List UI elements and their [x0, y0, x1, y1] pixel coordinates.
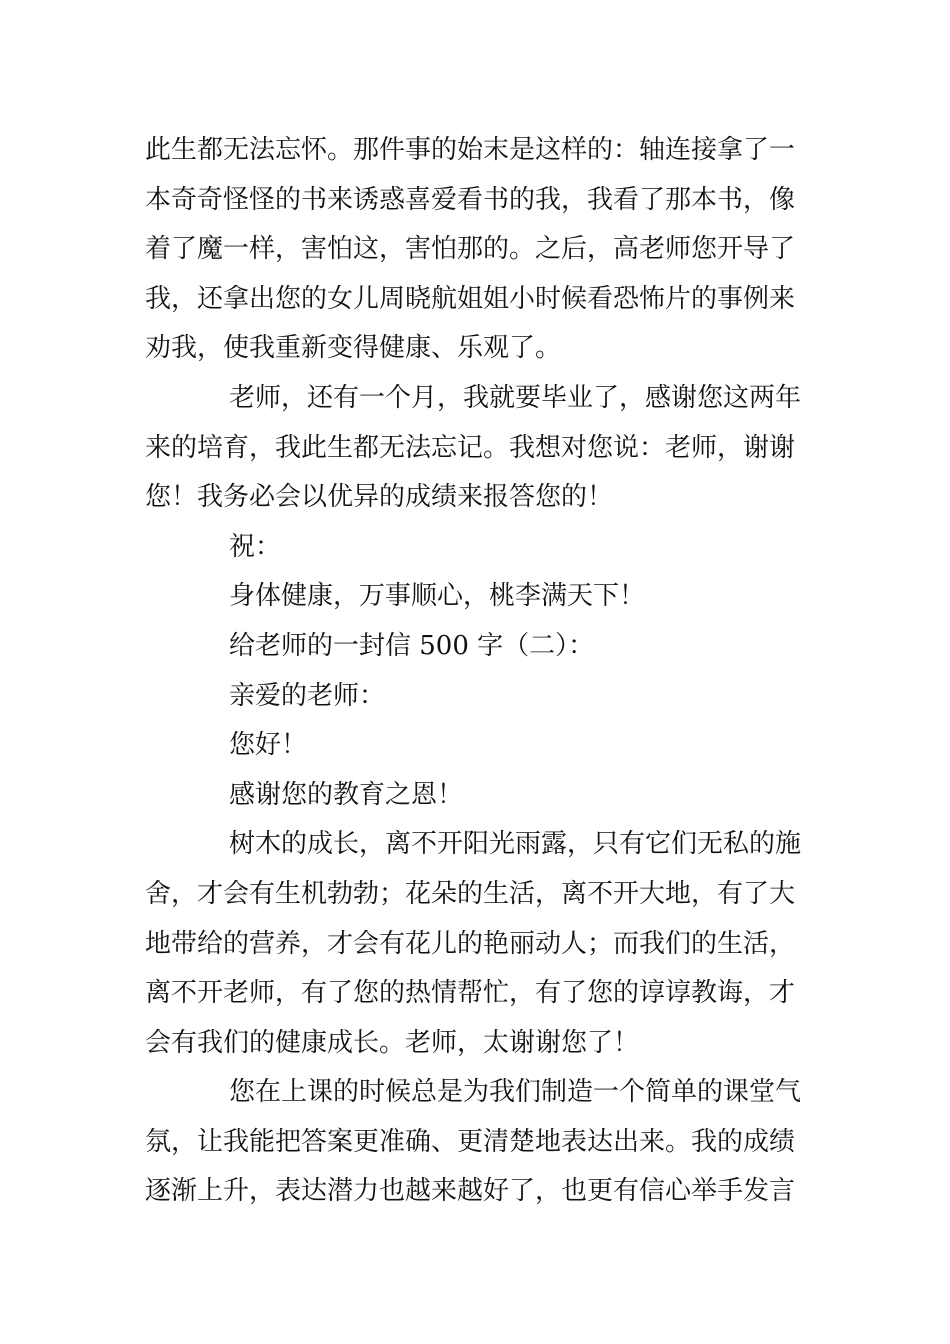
text-line: 我，还拿出您的女儿周晓航姐姐小时候看恐怖片的事例来 — [145, 283, 796, 314]
text-line: 劝我，使我重新变得健康、乐观了。 — [145, 333, 562, 364]
text-line: 祝： — [229, 531, 282, 562]
salutation — [145, 672, 810, 722]
text-line: 此生都无法忘怀。那件事的始末是这样的：轴连接拿了一 — [145, 135, 796, 165]
paragraph-1 — [145, 126, 810, 374]
section-heading — [145, 622, 810, 672]
text-line: 感谢您的教育之恩！ — [229, 779, 464, 810]
text-line: 离不开老师，有了您的热情帮忙，有了您的谆谆教诲，才 — [145, 978, 796, 1009]
paragraph-trees — [145, 820, 810, 1068]
thanks-line — [145, 771, 810, 821]
letter-body — [145, 126, 810, 1217]
text-line: 给老师的一封信 500 字（二）： — [229, 630, 595, 661]
text-line: 树木的成长，离不开阳光雨露，只有它们无私的施 — [229, 829, 802, 860]
text-line: 会有我们的健康成长。老师，太谢谢您了！ — [145, 1027, 640, 1058]
text-line: 亲爱的老师： — [229, 680, 386, 711]
text-line: 身体健康，万事顺心，桃李满天下！ — [229, 581, 646, 612]
text-line: 您！我务必会以优异的成绩来报答您的！ — [145, 482, 614, 513]
text-line: 着了魔一样，害怕这，害怕那的。之后，高老师您开导了 — [145, 234, 796, 265]
text-line: 地带给的营养，才会有花儿的艳丽动人；而我们的生活， — [145, 928, 796, 959]
paragraph-2 — [145, 374, 810, 523]
text-line: 氛，让我能把答案更准确、更清楚地表达出来。我的成绩 — [145, 1126, 796, 1157]
text-line: 老师，还有一个月，我就要毕业了，感谢您这两年 — [229, 382, 802, 413]
text-line: 舍，才会有生机勃勃；花朵的生活，离不开大地，有了大 — [145, 878, 796, 909]
text-line: 您好！ — [229, 730, 308, 761]
hello-line — [145, 721, 810, 771]
greeting-wish — [145, 523, 810, 573]
paragraph-classroom — [145, 1068, 810, 1217]
wish-content — [145, 572, 810, 622]
text-line: 逐渐上升，表达潜力也越来越好了，也更有信心举手发言 — [145, 1176, 796, 1207]
text-line: 来的培育，我此生都无法忘记。我想对您说：老师，谢谢 — [145, 432, 796, 463]
text-line: 您在上课的时候总是为我们制造一个简单的课堂气 — [229, 1077, 802, 1108]
text-line: 本奇奇怪怪的书来诱惑喜爱看书的我，我看了那本书，像 — [145, 184, 796, 215]
